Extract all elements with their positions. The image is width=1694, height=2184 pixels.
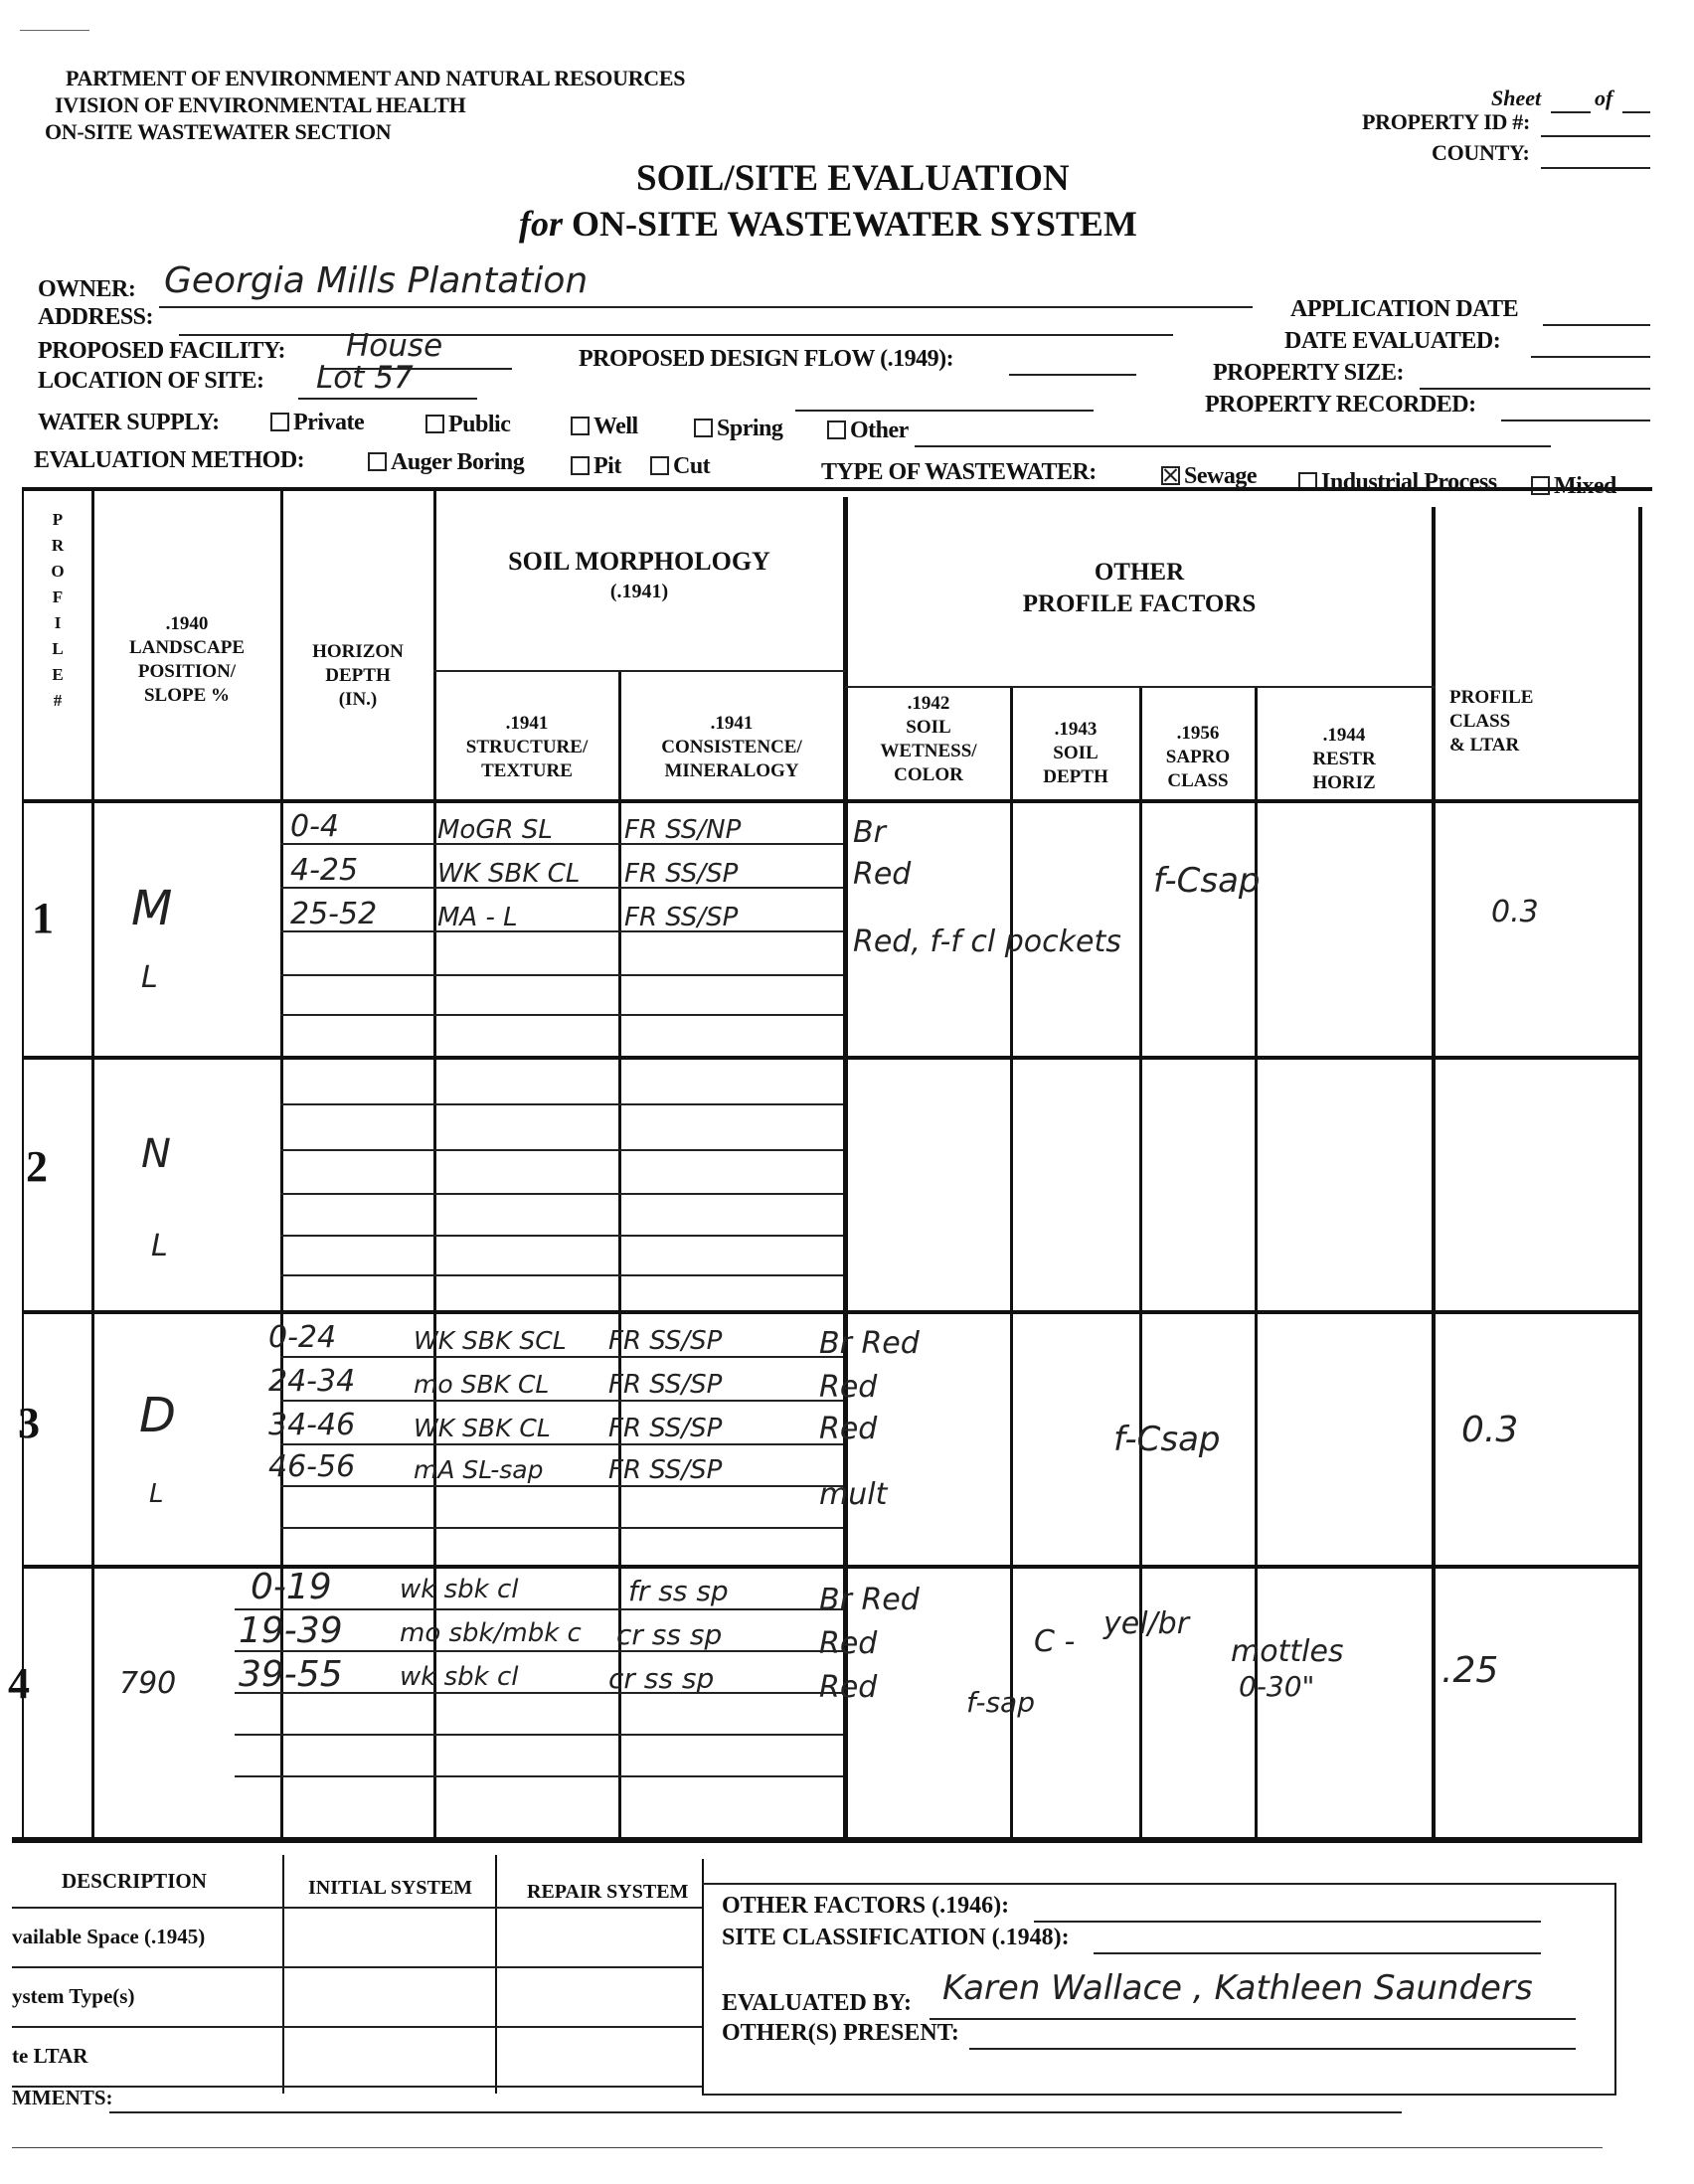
checkbox-icon [368,452,387,471]
profile-number: 3 [18,1399,40,1447]
county-field[interactable] [1541,167,1650,169]
date-evaluated-field[interactable] [1531,356,1650,358]
dept-line-2: IVISION OF ENVIRONMENTAL HEALTH [55,92,466,117]
of-label: of [1595,85,1613,110]
sapro-cell[interactable]: f-Csap [1113,1420,1221,1459]
water-well-option[interactable]: Well [571,414,638,440]
facility-label: PROPOSED FACILITY: [38,338,286,364]
design-flow-label: PROPOSED DESIGN FLOW (.1949): [579,346,954,372]
sapro-cell[interactable]: f-Csap [1153,861,1261,901]
repair-system-header: REPAIR SYSTEM [527,1881,689,1903]
landscape-col-header: .1940 LANDSCAPE POSITION/ SLOPE % [128,613,246,706]
structure-cell[interactable]: mo sbk/mbk c [400,1618,582,1648]
horizon-col-header: HORIZON DEPTH (IN.) [312,641,404,710]
water-spring-option[interactable]: Spring [694,416,782,442]
water-private-option[interactable]: Private [270,410,364,436]
soil-depth-cell[interactable]: f-sap [966,1686,1035,1719]
application-date-label: APPLICATION DATE [1290,296,1519,322]
date-evaluated-label: DATE EVALUATED: [1284,328,1501,354]
consistence-cell[interactable]: FR SS/NP [624,815,742,845]
consistence-cell[interactable]: cr ss sp [608,1662,715,1695]
dept-line-3: ON-SITE WASTEWATER SECTION [45,119,392,144]
profile-class-cell[interactable]: 0.3 [1461,1410,1519,1450]
ww-mixed-option[interactable]: Mixed [1531,473,1616,500]
soil-morph-header: SOIL MORPHOLOGY (.1941) [508,547,770,602]
structure-cell[interactable]: mo SBK CL [414,1370,550,1399]
profile-class-col-header: PROFILE CLASS & LTAR [1449,687,1534,756]
depth-cell[interactable]: 4-25 [290,853,359,888]
water-supply-label: WATER SUPPLY: [38,410,220,435]
form-subtitle [519,203,1137,245]
others-present-field[interactable] [969,2048,1576,2050]
depth-cell[interactable]: 24-34 [268,1364,356,1399]
landscape-value[interactable]: N [141,1131,171,1177]
wetness-cell[interactable]: Br [853,815,886,850]
water-other-option[interactable]: Other [827,418,909,444]
structure-cell[interactable]: wk sbk cl [400,1575,519,1604]
landscape-value[interactable]: M [131,881,173,936]
checkbox-icon [571,456,590,475]
location-value[interactable]: Lot 57 [316,360,414,396]
description-header: DESCRIPTION [62,1869,207,1893]
soil-depth-cell[interactable]: C - [1034,1624,1076,1659]
property-size-label: PROPERTY SIZE: [1213,360,1404,386]
structure-cell[interactable]: MA - L [437,903,518,932]
profile-col-header: P R O F I L E # [51,510,65,710]
checkbox-icon [425,415,444,433]
depth-cell[interactable]: 0-19 [251,1567,332,1607]
bottom-rule [12,2147,1603,2148]
profile-number: 1 [32,894,54,942]
soil-depth-col-header: .1943 SOIL DEPTH [1043,719,1108,787]
address-line[interactable] [179,334,1173,336]
form-title: SOIL/SITE EVALUATION [636,158,1070,199]
subtitle-rest: ON-SITE WASTEWATER SYSTEM [572,204,1137,244]
owner-value[interactable]: Georgia Mills Plantation [164,260,589,301]
profile-class-cell[interactable]: .25 [1441,1650,1499,1691]
dept-line-1: PARTMENT OF ENVIRONMENT AND NATURAL RESOURCES [66,66,686,90]
county-label: COUNTY: [1432,140,1530,165]
consistence-cell[interactable]: cr ss sp [616,1618,723,1651]
structure-col-header: .1941 STRUCTURE/ TEXTURE [465,713,589,781]
owner-label: OWNER: [38,276,136,302]
checkbox-icon [827,420,846,439]
wetness-cell[interactable]: Red, f-f cl pockets [853,924,1121,959]
water-other-field[interactable] [915,445,1551,447]
extra-line [795,410,1094,412]
location-label: LOCATION OF SITE: [38,368,264,394]
consistence-cell[interactable]: FR SS/SP [608,1326,723,1356]
wetness-cell[interactable]: Red [819,1370,878,1405]
water-public-option[interactable]: Public [425,412,510,438]
consistence-cell[interactable]: FR SS/SP [624,903,739,932]
structure-cell[interactable]: MoGR SL [437,815,553,845]
wastewater-label: TYPE OF WASTEWATER: [821,459,1097,485]
wetness-cell[interactable]: Red [819,1412,878,1446]
sapro-cell[interactable]: yel/br [1103,1606,1190,1641]
depth-cell[interactable]: 25-52 [290,897,378,931]
landscape-slope[interactable]: L [141,960,158,995]
checked-box-icon [1161,466,1180,485]
ww-industrial-option[interactable]: Industrial Process [1298,469,1497,496]
structure-cell[interactable]: WK SBK CL [437,859,581,889]
restr-col-header: .1944 RESTR HORIZ [1312,725,1376,793]
others-present-label: OTHER(S) PRESENT: [722,2020,959,2046]
structure-cell[interactable]: WK SBK CL [414,1414,551,1442]
wetness-cell[interactable]: Red [819,1670,878,1705]
structure-cell[interactable]: wk sbk cl [400,1662,519,1692]
sheet-label: Sheet [1491,85,1542,110]
sheet-field[interactable] [1551,111,1591,113]
profile-number: 2 [26,1142,48,1191]
of-field[interactable] [1622,111,1650,113]
facility-value[interactable]: House [346,328,443,364]
ww-sewage-option[interactable]: Sewage [1161,463,1257,490]
wetness-cell[interactable]: Red [819,1626,878,1661]
landscape-slope[interactable]: L [149,1479,164,1509]
site-ltar-label: te LTAR [12,2044,88,2068]
address-label: ADDRESS: [38,304,154,330]
profile-number: 4 [8,1659,30,1708]
checkbox-icon [571,417,590,435]
consistence-cell[interactable]: FR SS/SP [608,1414,723,1443]
depth-cell[interactable]: 46-56 [268,1449,356,1484]
property-recorded-label: PROPERTY RECORDED: [1205,392,1476,418]
depth-cell[interactable]: 39-55 [239,1654,343,1695]
checkbox-icon [1531,476,1550,495]
eval-pit-option[interactable]: Pit [571,453,621,480]
consistence-cell[interactable]: FR SS/SP [624,859,739,889]
sapro-col-header: .1956 SAPRO CLASS [1165,723,1231,791]
property-id-field[interactable] [1541,135,1650,137]
application-date-field[interactable] [1543,324,1650,326]
consistence-cell[interactable]: FR SS/SP [608,1455,723,1485]
site-classification-field[interactable] [1094,1952,1541,1954]
wetness-col-header: .1942 SOIL WETNESS/ COLOR [880,693,977,785]
property-id-label: PROPERTY ID #: [1362,109,1530,134]
consistence-col-header: .1941 CONSISTENCE/ MINERALOGY [661,713,802,781]
eval-auger-option[interactable]: Auger Boring [368,449,524,476]
landscape-value[interactable]: D [139,1388,176,1443]
profile-class-cell[interactable]: 0.3 [1491,895,1539,929]
corner-mark [20,30,89,31]
depth-cell[interactable]: 0-4 [290,809,339,844]
available-space-label: vailable Space (.1945) [12,1925,206,1948]
wetness-cell[interactable]: Br Red [819,1326,920,1361]
evaluated-by-line [930,2018,1576,2020]
property-size-field[interactable] [1420,388,1650,390]
eval-method-label: EVALUATION METHOD: [34,447,305,473]
checkbox-icon [270,413,289,431]
landscape-value[interactable]: 790 [119,1666,177,1701]
landscape-slope[interactable]: L [151,1229,168,1263]
depth-cell[interactable]: 34-46 [268,1408,356,1442]
property-recorded-field[interactable] [1501,420,1650,421]
checkbox-icon [694,419,713,437]
restr-cell[interactable]: 0-30" [1239,1670,1315,1703]
evaluated-by-value[interactable]: Karen Wallace , Kathleen Saunders [942,1968,1533,2008]
wetness-cell[interactable]: Br Red [819,1583,920,1617]
eval-cut-option[interactable]: Cut [650,453,710,480]
structure-cell[interactable]: WK SBK SCL [414,1326,567,1355]
consistence-cell[interactable]: fr ss sp [628,1575,729,1607]
system-types-label: ystem Type(s) [12,1984,135,2008]
depth-cell[interactable]: 19-39 [239,1610,343,1651]
other-factors-header: OTHER PROFILE FACTORS [1022,559,1257,617]
evaluated-by-label: EVALUATED BY: [722,1990,912,2016]
wetness-cell[interactable]: mult [819,1477,888,1512]
depth-cell[interactable]: 0-24 [268,1320,337,1355]
comments-label: MMENTS: [12,2086,113,2109]
checkbox-icon [650,456,669,475]
other-factors-label: OTHER FACTORS (.1946): [722,1893,1010,1919]
subtitle-for: for [519,204,563,244]
comments-field[interactable] [109,2111,1402,2113]
site-classification-label: SITE CLASSIFICATION (.1948): [722,1925,1070,1950]
restr-cell[interactable]: mottles [1231,1634,1344,1669]
location-line [298,398,477,400]
other-factors-field[interactable] [1034,1921,1541,1923]
structure-cell[interactable]: mA SL-sap [414,1455,544,1484]
design-flow-field[interactable] [1009,374,1136,376]
consistence-cell[interactable]: FR SS/SP [608,1370,723,1400]
owner-line [159,306,1253,308]
initial-system-header: INITIAL SYSTEM [308,1877,473,1899]
wetness-cell[interactable]: Red [853,857,912,892]
